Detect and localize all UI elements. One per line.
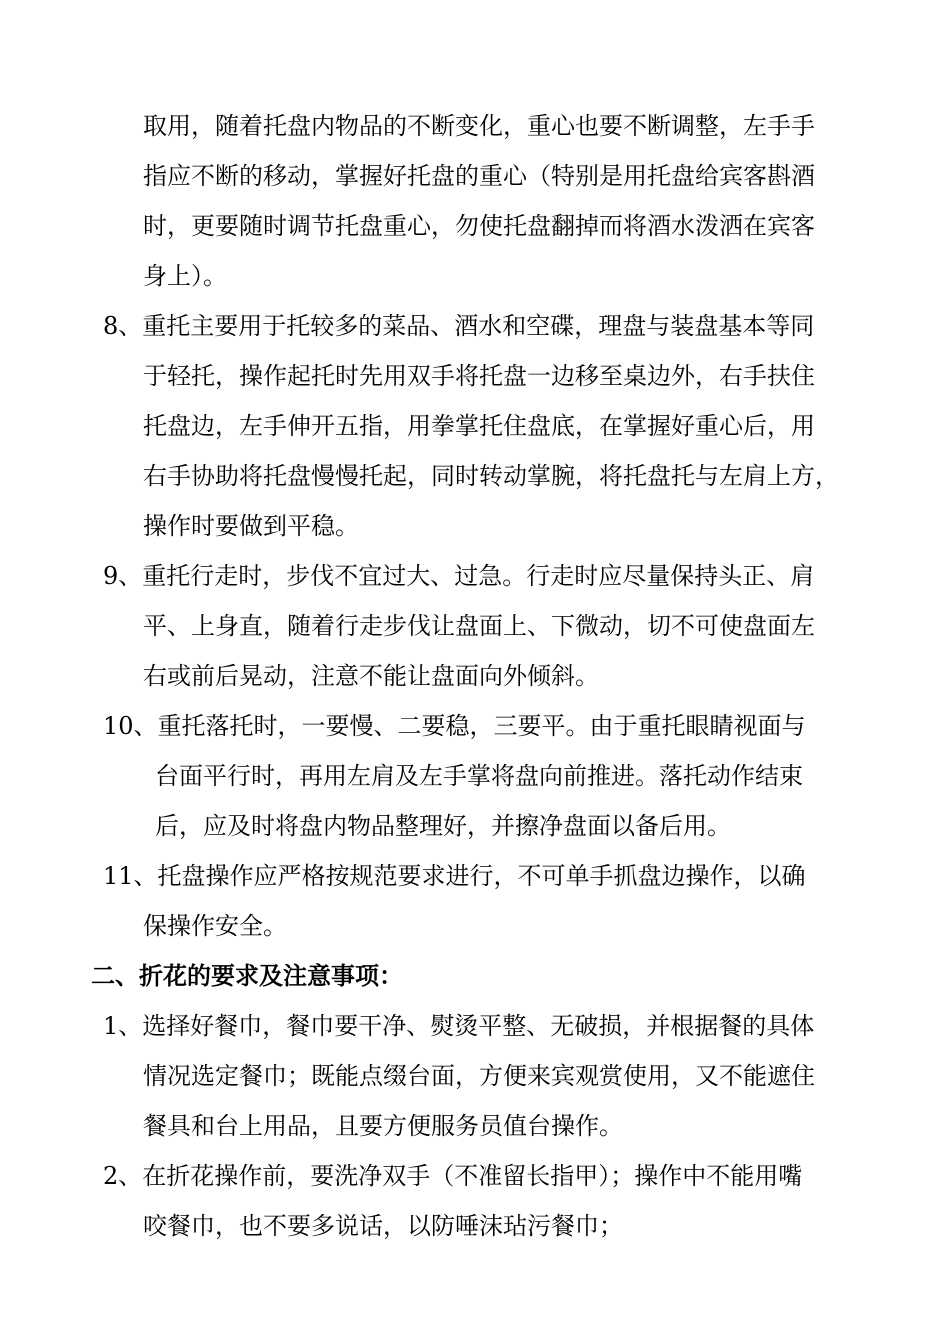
paragraph-line: 身上）。: [143, 262, 227, 290]
list-item-8-line: 于轻托，操作起托时先用双手将托盘一边移至桌边外，右手扶住: [143, 362, 815, 390]
list-item-11: 11、托盘操作应严格按规范要求进行，不可单手抓盘边操作，以确: [103, 862, 806, 890]
paragraph-line: 指应不断的移动，掌握好托盘的重心（特别是用托盘给宾客斟酒: [143, 162, 815, 190]
list-item-1: 1、选择好餐巾，餐巾要干净、熨烫平整、无破损，并根据餐的具体: [103, 1012, 815, 1040]
list-item-2-line: 咬餐巾，也不要多说话，以防唾沫玷污餐巾；: [143, 1212, 623, 1240]
list-item-10-line: 后，应及时将盘内物品整理好，并擦净盘面以备后用。: [155, 812, 731, 840]
list-item-1-line: 餐具和台上用品，且要方便服务员值台操作。: [143, 1112, 623, 1140]
paragraph-line: 时，更要随时调节托盘重心，勿使托盘翻掉而将酒水泼洒在宾客: [143, 212, 815, 240]
list-item-8-line: 右手协助将托盘慢慢托起，同时转动掌腕，将托盘托与左肩上方，: [143, 462, 839, 490]
paragraph-line: 取用，随着托盘内物品的不断变化，重心也要不断调整，左手手: [143, 112, 815, 140]
list-item-9-line: 平、上身直，随着行走步伐让盘面上、下微动，切不可使盘面左: [143, 612, 815, 640]
list-item-9-line: 右或前后晃动，注意不能让盘面向外倾斜。: [143, 662, 599, 690]
list-item-1-line: 情况选定餐巾；既能点缀台面，方便来宾观赏使用，又不能遮住: [143, 1062, 815, 1090]
list-item-8-line: 操作时要做到平稳。: [143, 512, 359, 540]
list-item-8-line: 托盘边，左手伸开五指，用拳掌托住盘底，在掌握好重心后，用: [143, 412, 815, 440]
section-heading: 二、折花的要求及注意事项：: [91, 961, 403, 990]
list-item-11-line: 保操作安全。: [143, 912, 287, 940]
list-item-9: 9、重托行走时，步伐不宜过大、过急。行走时应尽量保持头正、肩: [103, 562, 815, 590]
list-item-10: 10、重托落托时，一要慢、二要稳，三要平。由于重托眼睛视面与: [103, 712, 806, 740]
list-item-8: 8、重托主要用于托较多的菜品、酒水和空碟，理盘与装盘基本等同: [103, 312, 815, 340]
list-item-10-line: 台面平行时，再用左肩及左手掌将盘向前推进。落托动作结束: [155, 762, 803, 790]
list-item-2: 2、在折花操作前，要洗净双手（不准留长指甲）；操作中不能用嘴: [103, 1162, 803, 1190]
